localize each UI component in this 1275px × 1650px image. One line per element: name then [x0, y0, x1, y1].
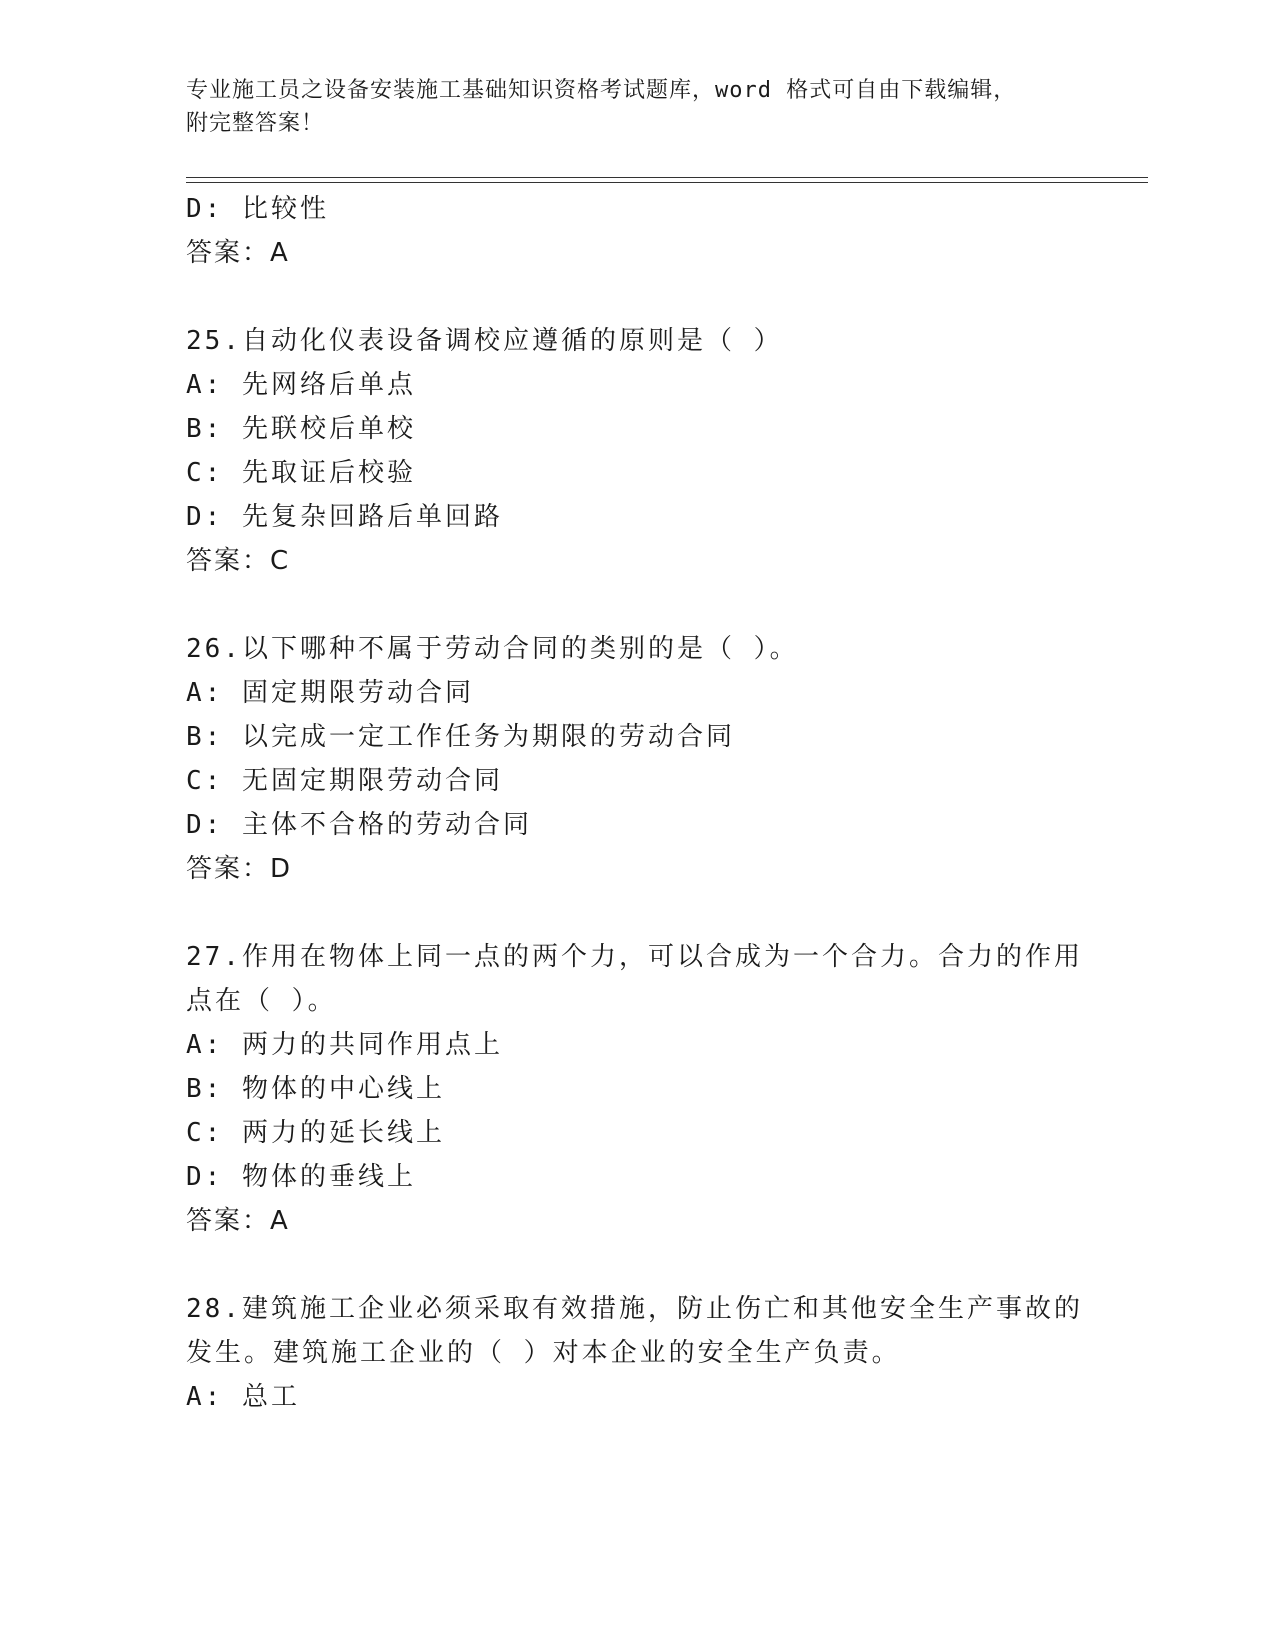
- question-25-option-a: A: 先网络后单点: [186, 370, 416, 400]
- question-25-stem: 25.自动化仪表设备调校应遵循的原则是（ ）: [186, 326, 783, 356]
- question-25-option-d: D: 先复杂回路后单回路: [186, 502, 503, 532]
- question-27-stem-line-1: 27.作用在物体上同一点的两个力，可以合成为一个合力。合力的作用: [186, 942, 1083, 972]
- question-26-option-d: D: 主体不合格的劳动合同: [186, 810, 532, 840]
- option-d-prev: D: 比较性: [186, 194, 329, 224]
- question-27-answer: 答案：A: [186, 1206, 290, 1236]
- header-divider-top: [186, 177, 1148, 178]
- question-26-answer: 答案：D: [186, 854, 293, 884]
- header-divider-bottom: [186, 182, 1148, 183]
- question-28-stem-line-2: 发生。建筑施工企业的（ ）对本企业的安全生产负责。: [186, 1338, 901, 1368]
- question-27-option-a: A: 两力的共同作用点上: [186, 1030, 503, 1060]
- question-25-option-b: B: 先联校后单校: [186, 414, 416, 444]
- question-27-option-c: C: 两力的延长线上: [186, 1118, 445, 1148]
- question-27-stem-line-2: 点在（ ）。: [186, 986, 337, 1016]
- question-28-option-a: A: 总工: [186, 1382, 300, 1412]
- document-header: [186, 74, 1086, 140]
- header-line-1: 专业施工员之设备安装施工基础知识资格考试题库，word 格式可自由下载编辑，: [186, 78, 1017, 103]
- question-27-option-b: B: 物体的中心线上: [186, 1074, 445, 1104]
- question-25-answer: 答案：C: [186, 546, 291, 576]
- question-25-option-c: C: 先取证后校验: [186, 458, 416, 488]
- question-26-option-a: A: 固定期限劳动合同: [186, 678, 474, 708]
- question-26-option-c: C: 无固定期限劳动合同: [186, 766, 503, 796]
- header-line-2: 附完整答案！: [186, 111, 325, 136]
- answer-prev: 答案：A: [186, 238, 290, 268]
- question-28-stem-line-1: 28.建筑施工企业必须采取有效措施，防止伤亡和其他安全生产事故的: [186, 1294, 1083, 1324]
- question-26-stem: 26.以下哪种不属于劳动合同的类别的是（ ）。: [186, 634, 799, 664]
- question-27-option-d: D: 物体的垂线上: [186, 1162, 416, 1192]
- question-26-option-b: B: 以完成一定工作任务为期限的劳动合同: [186, 722, 735, 752]
